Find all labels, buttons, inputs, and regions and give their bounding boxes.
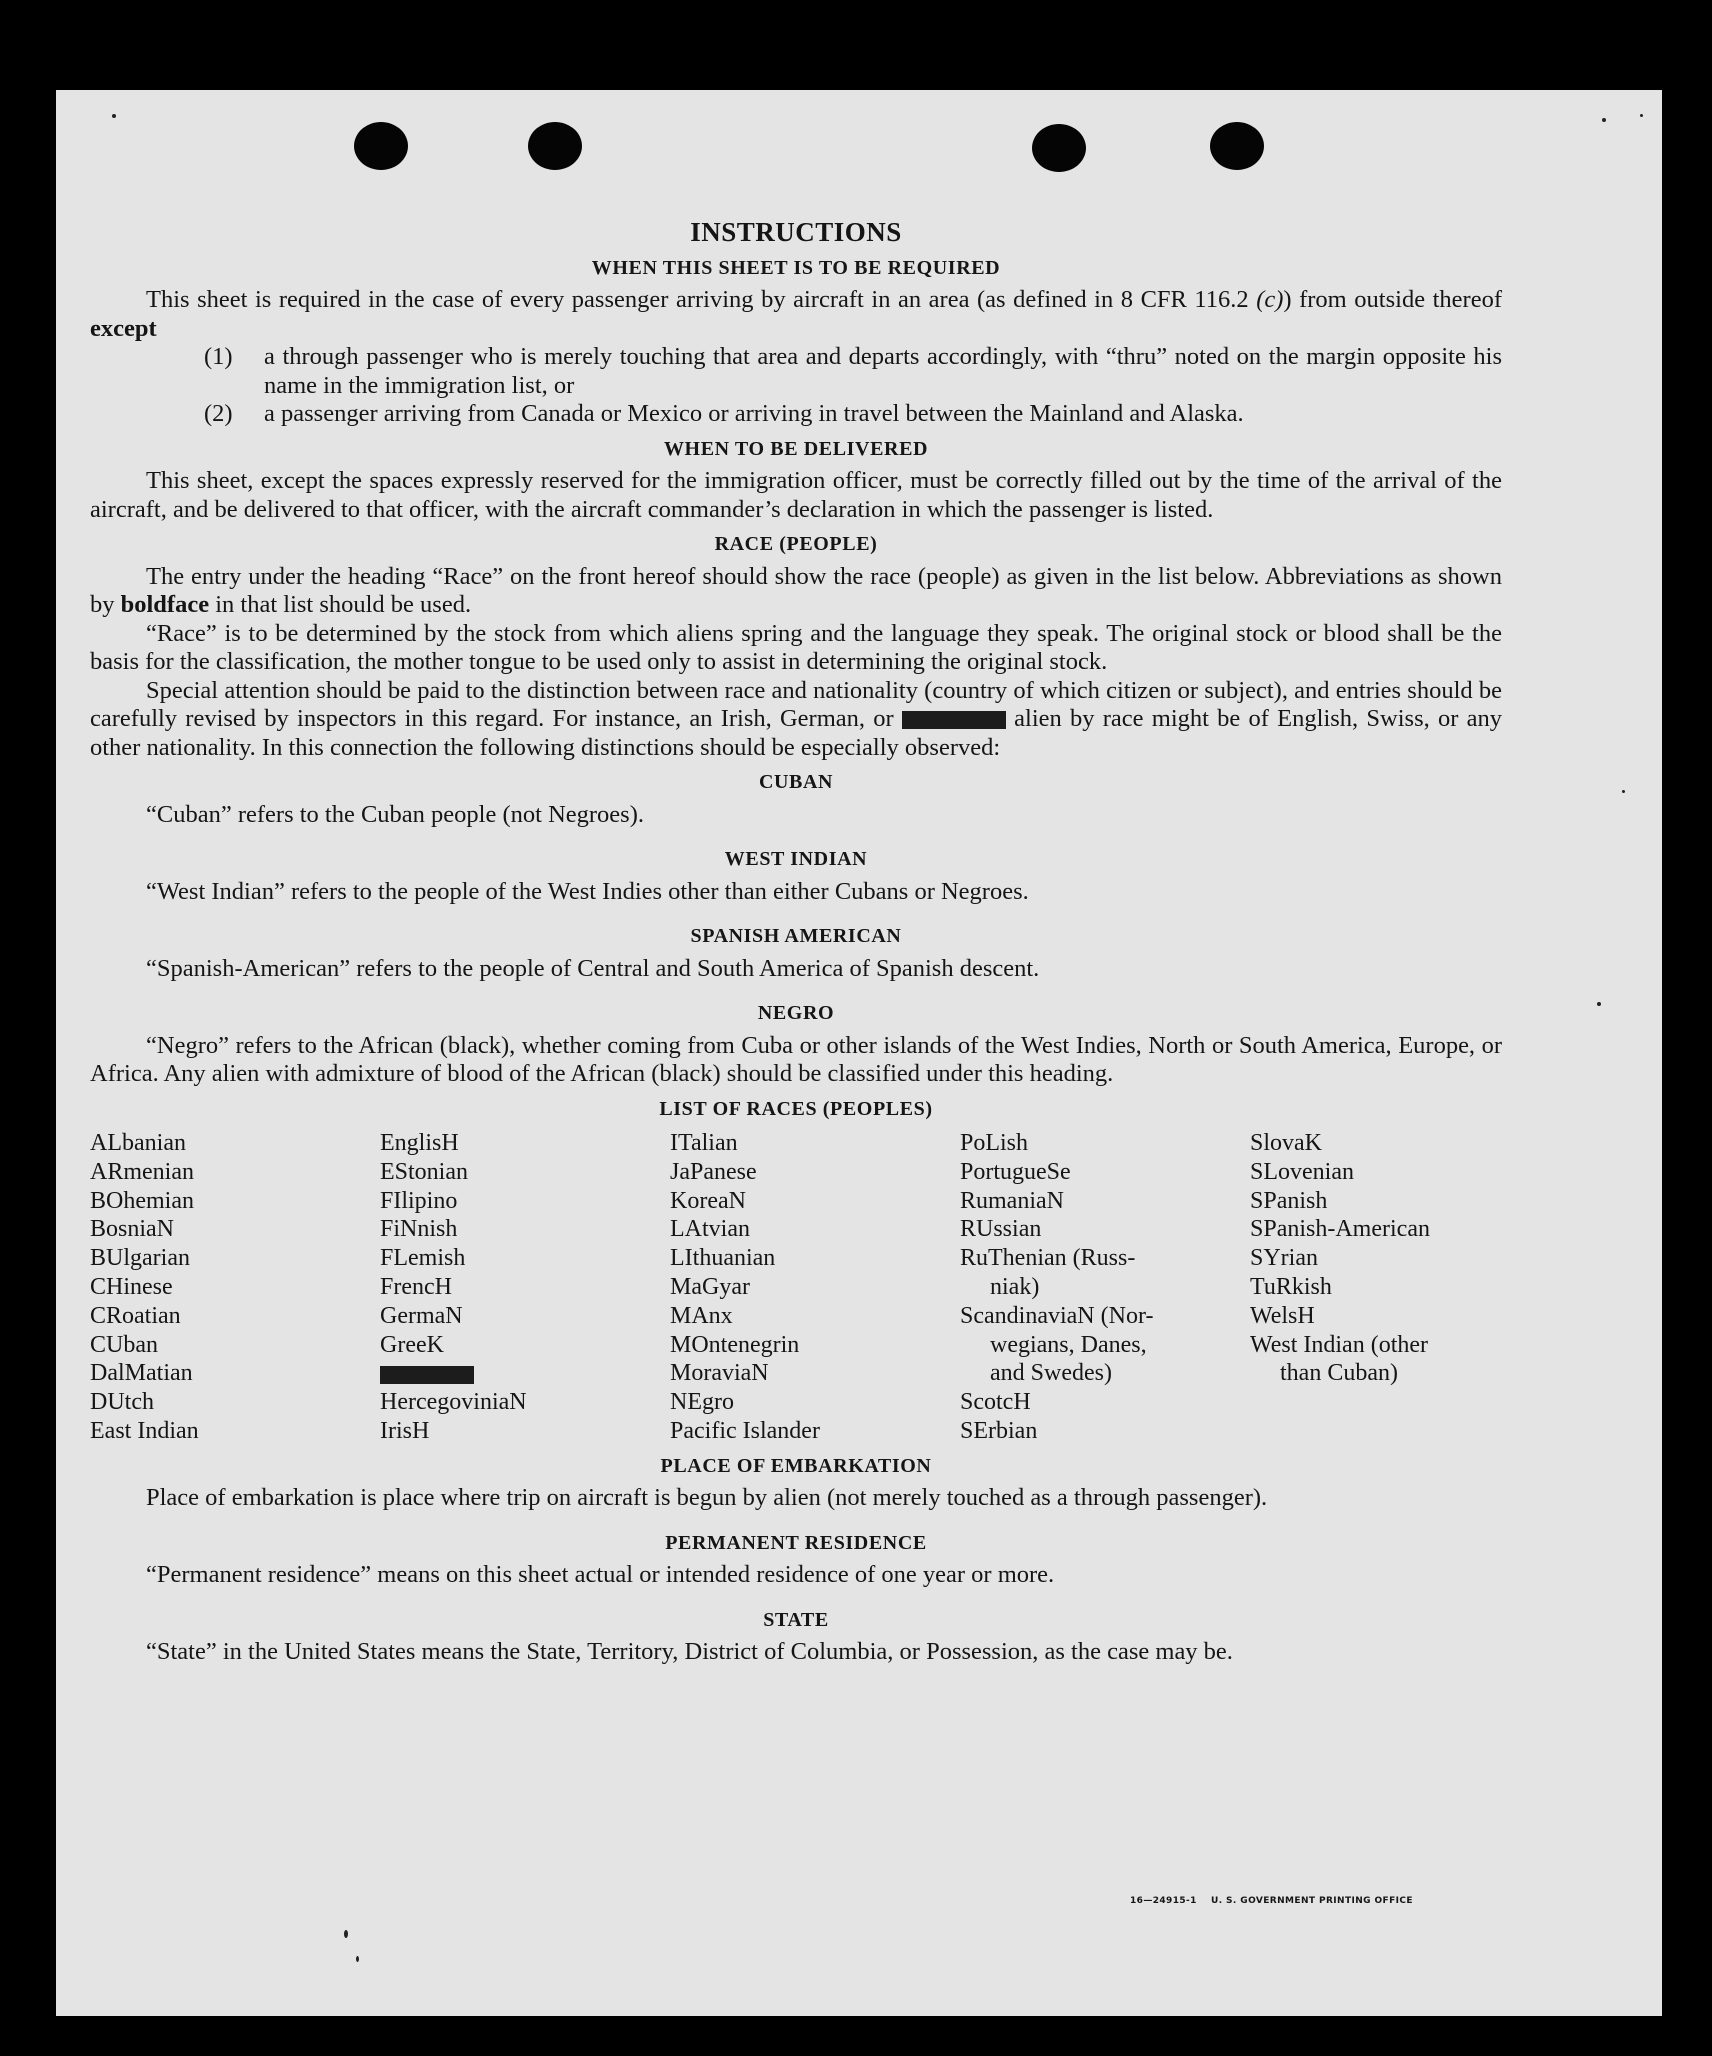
document-sheet [56, 90, 1662, 2016]
race-entry: SPanish-American [1250, 1216, 1430, 1243]
race-entry: MoraviaN [670, 1360, 769, 1387]
races-column [1250, 1129, 1502, 1446]
west-indian-text: “West Indian” refers to the people of the West Indies other than either Cubans or Negroes. [146, 877, 1029, 905]
race-entry: ARmenian [90, 1158, 194, 1185]
race-entry: SlovaK [1250, 1130, 1322, 1156]
embarkation-text: Place of embarkation is place where trip on aircraft is begun by alien (not merely touched as a through passenger). [146, 1484, 1268, 1512]
race-entry: WelsH [1250, 1302, 1315, 1329]
race-entry: TuRkish [1250, 1273, 1332, 1300]
punch-hole [1210, 122, 1264, 170]
speck [1597, 1002, 1601, 1006]
race-entry: FiNnish [380, 1216, 458, 1243]
race-entry: LAtvian [670, 1216, 750, 1243]
race-entry [380, 1359, 670, 1388]
race-entry: FLemish [380, 1245, 466, 1272]
heading-when-delivered: WHEN TO BE DELIVERED [663, 437, 929, 460]
race-entry: SErbian [960, 1417, 1038, 1444]
redaction-mark [380, 1366, 474, 1384]
cuban-text: “Cuban” refers to the Cuban people (not Negroes). [146, 800, 644, 828]
race-paragraph-1: The entry under the heading “Race” on the front hereof should show the race (people) as given in the list below. Abbreviations as shown by boldface in that list should be used. [90, 562, 1502, 618]
required-intro: This sheet is required in the case of every passenger arriving by aircraft in an area (as defined in 8 CFR 116.2 (c)) from outside thereof except [90, 286, 1502, 342]
page-title: INSTRUCTIONS [690, 217, 902, 247]
race-entry: Pacific Islander [670, 1417, 820, 1444]
race-entry: PoLish [960, 1130, 1029, 1156]
race-entry: LIthuanian [670, 1245, 776, 1272]
race-entry: DalMatian [90, 1360, 193, 1387]
race-entry: PortugueSe [960, 1158, 1071, 1185]
race-entry: BOhemian [90, 1187, 194, 1214]
race-paragraph-3: Special attention should be paid to the distinction between race and nationality (country of which citizen or subject), and entries should be carefully revised by inspectors in this regard. For instance, an Irish, German, or alien by race might be of English, Swiss, or any other nationality. In this connection the following distinctions should be especially observed: [90, 676, 1502, 761]
race-entry: CUban [90, 1331, 158, 1358]
heading-west-indian: WEST INDIAN [724, 848, 868, 870]
race-entry: SLovenian [1250, 1158, 1354, 1185]
heading-embarkation: PLACE OF EMBARKATION [660, 1454, 932, 1477]
race-entry: SPanish [1250, 1187, 1328, 1214]
punch-hole [528, 122, 582, 170]
heading-permanent-residence: PERMANENT RESIDENCE [665, 1531, 927, 1554]
race-entry: BosniaN [90, 1216, 174, 1243]
exception-item-1: (1) a through passenger who is merely touching that area and departs accordingly, with “thru” noted on the margin opposite his name in the immigration list, or [204, 343, 1502, 399]
spanish-american-text: “Spanish-American” refers to the people of Central and South America of Spanish descent. [146, 954, 1040, 982]
residence-text: “Permanent residence” means on this sheet actual or intended residence of one year or more. [146, 1561, 1055, 1589]
heading-cuban: CUBAN [758, 771, 834, 793]
speck [1622, 790, 1625, 793]
redaction-mark [902, 711, 1006, 729]
speck [1640, 114, 1643, 117]
punch-hole [354, 122, 408, 170]
race-entry: MOntenegrin [670, 1331, 800, 1358]
delivered-text: This sheet, except the spaces expressly reserved for the immigration officer, must be correctly filled out by the time of the arrival of the aircraft, and be delivered to that officer, with the aircraft commander’s declaration in which the passenger is listed. [90, 467, 1502, 523]
races-column [380, 1129, 670, 1446]
heading-when-required: WHEN THIS SHEET IS TO BE REQUIRED [591, 256, 1001, 279]
state-text: “State” in the United States means the State, Territory, District of Columbia, or Possession, as the case may be. [146, 1638, 1233, 1666]
race-entry: CRoatian [90, 1302, 181, 1329]
race-entry: MAnx [670, 1302, 733, 1329]
race-entry: ScotcH [960, 1389, 1031, 1416]
race-entry: BUlgarian [90, 1245, 190, 1272]
heading-state: STATE [763, 1608, 829, 1631]
race-entry: FrencH [380, 1273, 452, 1300]
race-entry: East Indian [90, 1417, 199, 1444]
heading-negro: NEGRO [757, 1002, 835, 1024]
race-entry: FIlipino [380, 1187, 458, 1214]
race-entry: IrisH [380, 1417, 430, 1444]
race-entry: MaGyar [670, 1273, 750, 1300]
race-entry: ALbanian [90, 1130, 186, 1156]
race-entry: GermaN [380, 1302, 463, 1329]
race-entry: RumaniaN [960, 1187, 1064, 1214]
race-paragraph-2: “Race” is to be determined by the stock from which aliens spring and the language they speak. The original stock or blood shall be the basis for the classification, the mother tongue to be used only to assist in determining the original stock. [90, 619, 1502, 675]
race-entry: EnglisH [380, 1130, 459, 1156]
race-entry: SYrian [1250, 1245, 1318, 1272]
speck [112, 114, 116, 118]
race-entry: West Indian (other than Cuban) [1250, 1331, 1429, 1387]
race-entry: NEgro [670, 1389, 734, 1416]
race-entry: ITalian [670, 1130, 738, 1156]
races-list [90, 1129, 1502, 1446]
instructions-content [90, 218, 1502, 1667]
race-entry: ScandinaviaN (Nor- wegians, Danes, and Swedes) [960, 1302, 1154, 1387]
speck [356, 1956, 359, 1962]
race-entry: DUtch [90, 1389, 154, 1416]
races-column [670, 1129, 960, 1446]
race-entry: HercegoviniaN [380, 1389, 527, 1416]
exception-item-2: (2) a passenger arriving from Canada or Mexico or arriving in travel between the Mainland and Alaska. [204, 400, 1244, 427]
printing-code: 16—24915-1 U. S. GOVERNMENT PRINTING OFFICE [1130, 1896, 1413, 1906]
speck [344, 1930, 348, 1938]
heading-race: RACE (PEOPLE) [714, 533, 878, 555]
race-entry: EStonian [380, 1158, 468, 1185]
negro-text: “Negro” refers to the African (black), whether coming from Cuba or other islands of the West Indies, North or South America, Europe, or Africa. Any alien with admixture of blood of the African (black) should be classified under this heading. [90, 1031, 1502, 1087]
punch-hole [1032, 124, 1086, 172]
race-entry: RUssian [960, 1216, 1042, 1243]
race-entry: RuThenian (Russ- niak) [960, 1245, 1136, 1300]
speck [1602, 118, 1606, 122]
race-entry: KoreaN [670, 1187, 746, 1214]
race-entry: JaPanese [670, 1158, 757, 1185]
heading-list-of-races: LIST OF RACES (PEOPLES) [659, 1097, 933, 1120]
race-entry: GreeK [380, 1331, 444, 1358]
heading-spanish-american: SPANISH AMERICAN [690, 925, 902, 947]
races-column [960, 1129, 1250, 1446]
races-column [90, 1129, 380, 1446]
race-entry: CHinese [90, 1273, 173, 1300]
